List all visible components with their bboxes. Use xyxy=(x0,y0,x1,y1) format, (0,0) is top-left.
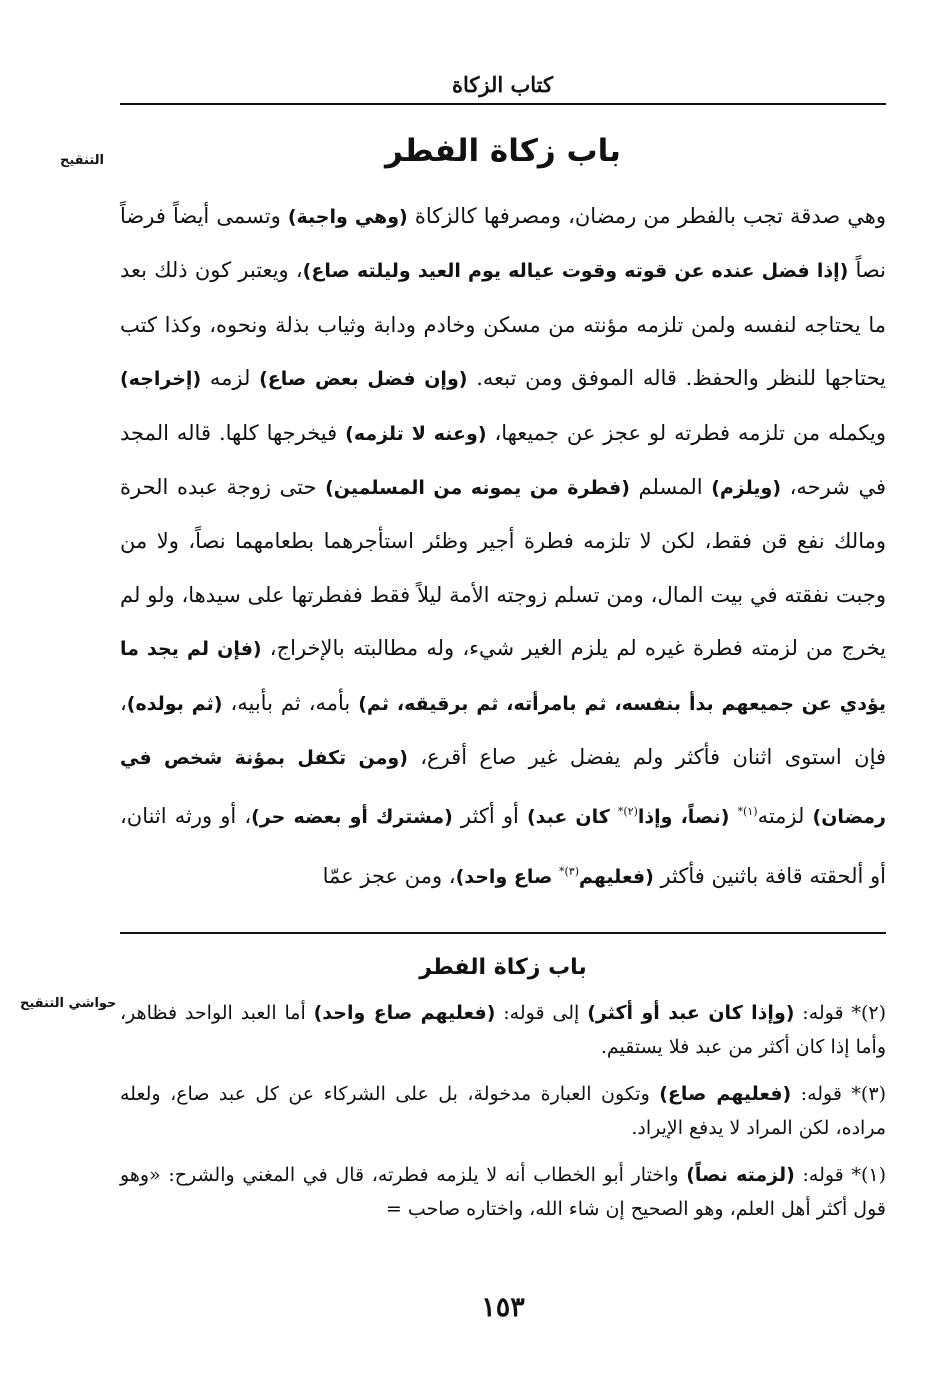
margin-label-notes: حواشي التنقيح xyxy=(20,996,117,1011)
footnote-2: (٢)* قوله: (وإذا كان عبد أو أكثر) إلى قوله: (فعليهم صاع واحد) أما العبد الواحد فظاهر، وأما إذا كان أكثر من عبد فلا يستقيم. xyxy=(120,1002,886,1058)
margin-label-main: التنقيح xyxy=(60,153,104,168)
footnote-rule xyxy=(120,932,886,934)
footnotes-title: باب زكاة الفطر xyxy=(419,955,587,980)
main-text: وهي صدقة تجب بالفطر من رمضان، ومصرفها كالزكاة (وهي واجبة) وتسمى أيضاً فرضاً نصاً (إذا فضل عنده عن قوته وقوت عياله يوم العيد وليلته صاع)، ويعتبر كون ذلك بعد ما يحتاجه لنفسه ولمن تلزمه مؤنته من مسكن وخادم ودابة وثياب بذلة ونحوه، وكذا كتب يحتاجها للنظر والحفظ. قاله الموفق ومن تبعه. (وإن فضل بعض صاع) لزمه (إخراجه) ويكمله من تلزمه فطرته لو عجز عن جميعها، (وعنه لا تلزمه) فيخرجها كلها. قاله المجد في شرحه، (ويلزم) المسلم (فطرة من يمونه من المسلمين) حتى زوجة عبده الحرة ومالك نفع قن فقط، لكن لا تلزمه فطرة أجير وظئر استأجرهما بطعامهما نصاً، ولا من وجبت نفقته في بيت المال، ومن تسلم زوجته الأمة ليلاً فقط ففطرتها على سيدها، ولو لم يخرج من لزمته فطرة غيره لم يلزم الغير شيء، وله مطالبته بالإخراج، (فإن لم يجد ما يؤدي عن جميعهم بدأ بنفسه، ثم بامرأته، ثم برقيقه، ثم) بأمه، ثم بأبيه، (ثم بولده)، فإن استوى اثنان فأكثر ولم يفضل غير صاع أقرع، (ومن تكفل بمؤنة شخص في رمضان) لزمته$^{(١)*}$ (نصاً، وإذا$^{(٢)*}$ كان عبد) أو أكثر (مشترك أو بعضه حر)، أو ورثه اثنان، أو ألحقته قافة باثنين فأكثر (فعليهم$^{(٣)*}$ صاع واحد)، ومن عجز عمّا xyxy=(120,204,887,888)
page-number: ١٥٣ xyxy=(481,1292,525,1323)
chapter-title: باب زكاة الفطر xyxy=(385,133,621,169)
footnote-3: (٣)* قوله: (فعليهم صاع) وتكون العبارة مدخولة، بل على الشركاء عن كل عبد صاع، ولعله مراده، لكن المراد لا يدفع الإيراد. xyxy=(120,1083,886,1139)
header-rule xyxy=(120,103,886,105)
footnote-1: (١)* قوله: (لزمته نصاً) واختار أبو الخطاب أنه لا يلزمه فطرته، قال في المغني والشرح: «وهو قول أكثر أهل العلم، وهو الصحيح إن شاء الله، واختاره صاحب = xyxy=(120,1164,887,1220)
footnotes xyxy=(120,996,886,1239)
running-header: كتاب الزكاة xyxy=(451,72,554,97)
